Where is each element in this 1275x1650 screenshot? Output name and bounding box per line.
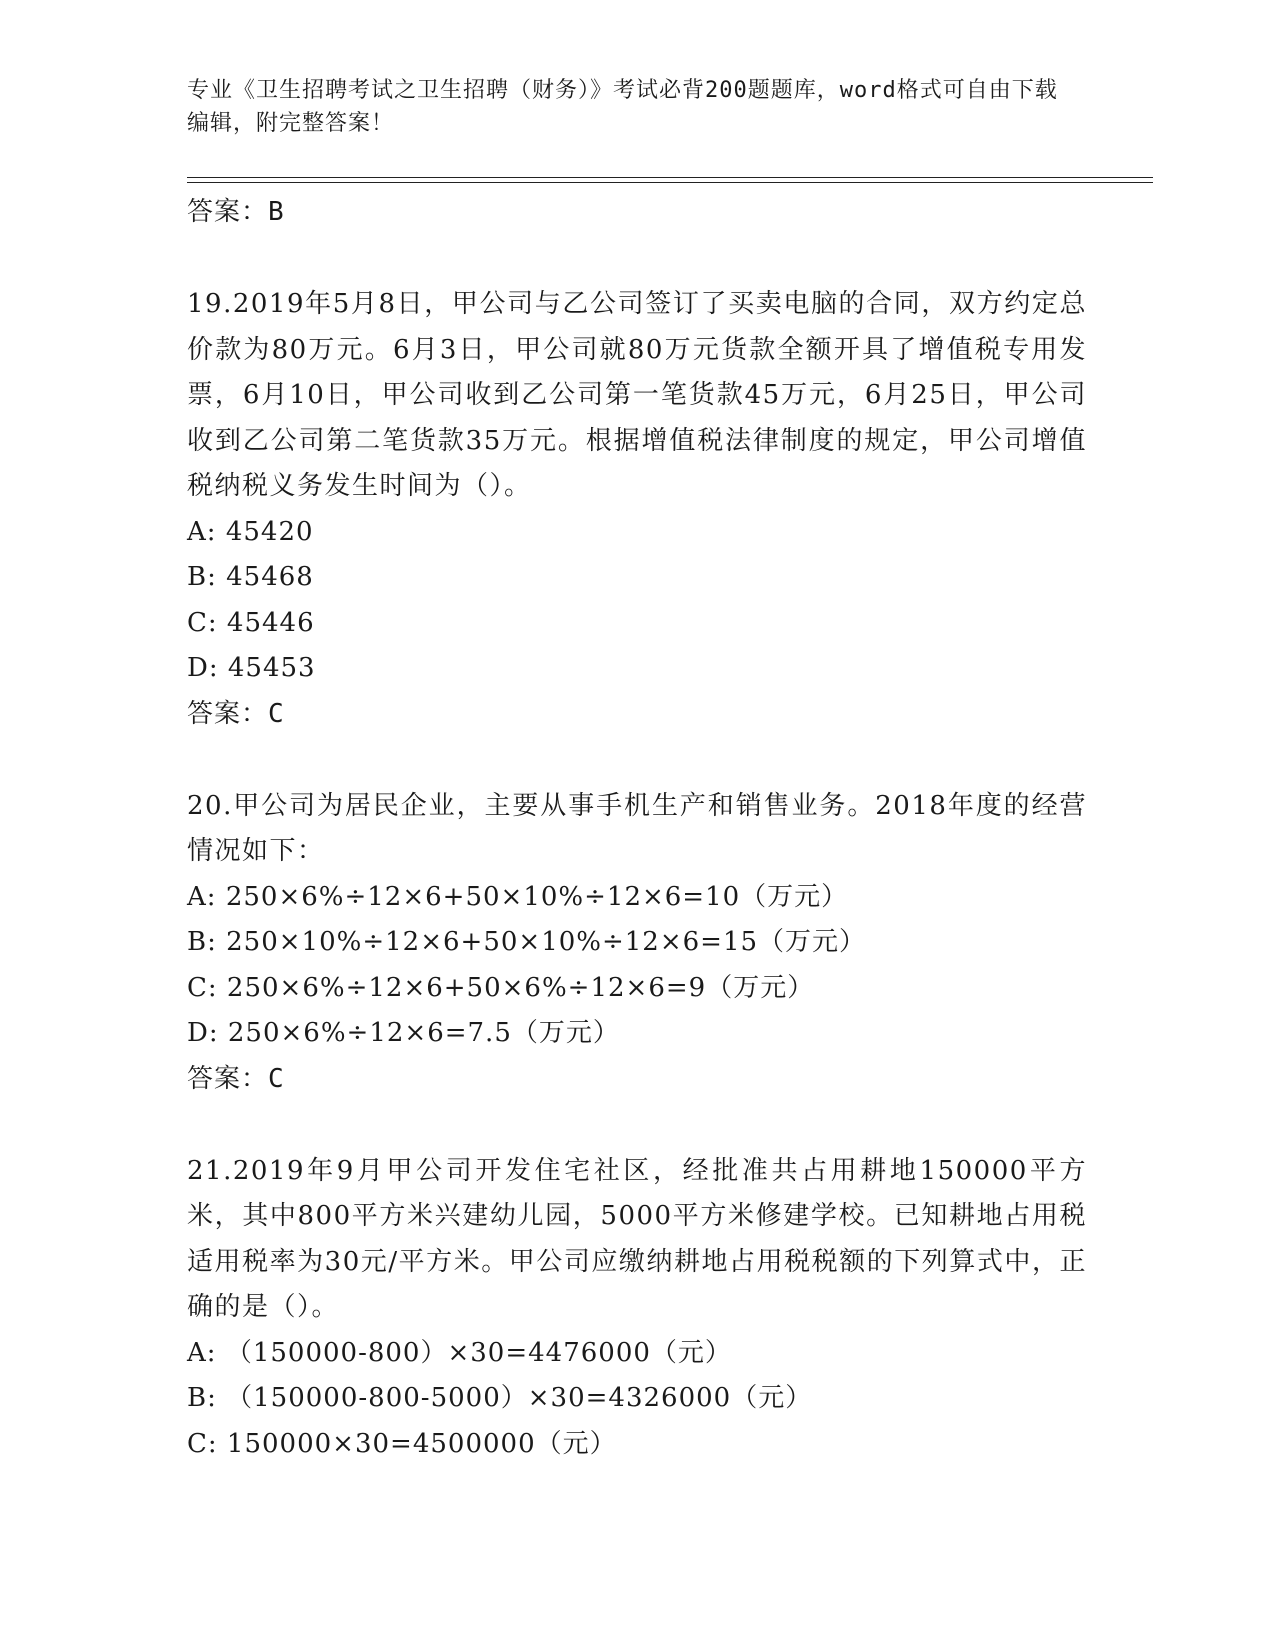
option-a: A: 250×6%÷12×6+50×10%÷12×6=10（万元） [187,881,849,912]
option-b: B: 250×10%÷12×6+50×10%÷12×6=15（万元） [187,927,867,957]
question-stem: 19.2019年5月8日，甲公司与乙公司签订了买卖电脑的合同，双方约定总价款为80万元。6月3日，甲公司就80万元货款全额开具了增值税专用发票，6月10日，甲公司收到乙公司第一笔货款45万元，6月25日，甲公司收到乙公司第二笔货款35万元。根据增值税法律制度的规定，甲公司增值税纳税义务发生时间为（）。 [187,289,1087,501]
document-header: 专业《卫生招聘考试之卫生招聘（财务）》考试必背200题题库，word格式可自由下载编辑，附完整答案！ [187,78,1058,136]
answer-line: 答案：C [187,1063,285,1094]
option-d: D: 250×6%÷12×6=7.5（万元） [187,1018,620,1048]
option-b: B: 45468 [187,562,314,592]
answer-line: 答案：C [187,698,285,729]
answer-line: 答案：B [187,197,285,227]
option-a: A: （150000-800）×30=4476000（元） [187,1337,732,1368]
option-d: D: 45453 [187,653,316,683]
option-c: C: 45446 [187,607,315,638]
option-a: A: 45420 [187,516,314,547]
option-c: C: 150000×30=4500000（元） [187,1428,617,1459]
header-divider-bottom [187,182,1153,183]
question-stem: 21.2019年9月甲公司开发住宅社区，经批准共占用耕地150000平方米，其中800平方米兴建幼儿园，5000平方米修建学校。已知耕地占用税适用税率为30元/平方米。甲公司应缴纳耕地占用税税额的下列算式中，正确的是（）。 [187,1155,1087,1322]
document-body [187,190,1087,1467]
header-divider-top [187,177,1153,178]
option-c: C: 250×6%÷12×6+50×6%÷12×6=9（万元） [187,972,815,1003]
option-b: B: （150000-800-5000）×30=4326000（元） [187,1383,813,1413]
question-stem: 20.甲公司为居民企业，主要从事手机生产和销售业务。2018年度的经营情况如下： [187,790,1087,866]
